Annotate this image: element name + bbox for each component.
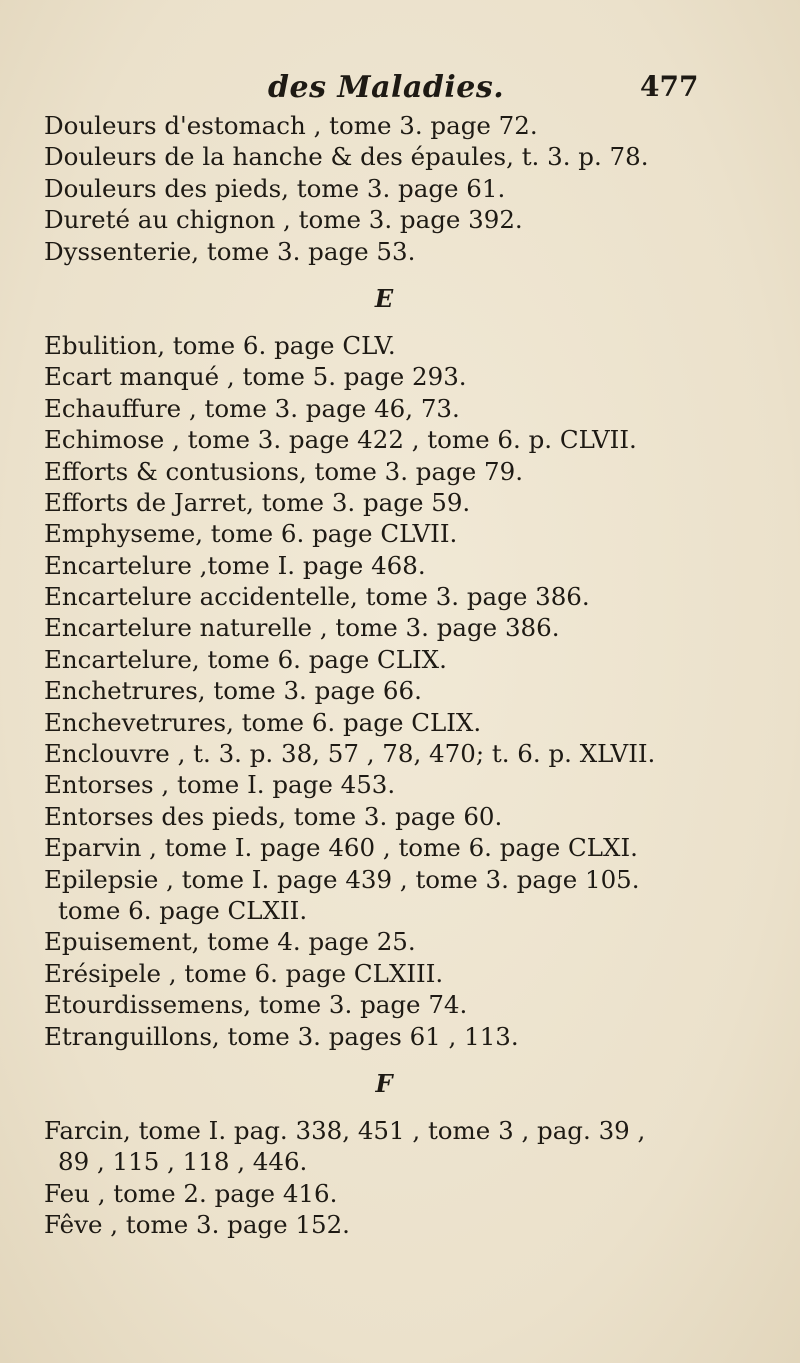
index-entry: Echauffure , tome 3. page 46, 73. [44, 393, 460, 423]
index-entry: Encartelure, tome 6. page CLIX. [44, 644, 447, 674]
index-entry: Encartelure accidentelle, tome 3. page 386. [44, 582, 590, 612]
section-letter: F [375, 1068, 393, 1098]
index-entry: Enchevetrures, tome 6. page CLIX. [44, 707, 482, 737]
index-entry: Dyssenterie, tome 3. page 53. [44, 236, 416, 266]
index-entry: Entorses des pieds, tome 3. page 60. [44, 801, 503, 831]
index-entry-continuation: 89 , 115 , 118 , 446. [58, 1147, 308, 1177]
index-section [44, 110, 784, 267]
index-entry: Etranguillons, tome 3. pages 61 , 113. [44, 1021, 519, 1051]
index-section [44, 1052, 784, 1241]
index-entry: Feu , tome 2. page 416. [44, 1178, 338, 1208]
index-entry: Erésipele , tome 6. page CLXIII. [44, 958, 444, 988]
index-entry: Dureté au chignon , tome 3. page 392. [44, 205, 523, 235]
index-entry: Enclouvre , t. 3. p. 38, 57 , 78, 470; t. 6. p. XLVII. [44, 739, 656, 769]
index-entry: Epuisement, tome 4. page 25. [44, 927, 416, 957]
index-entry: Efforts de Jarret, tome 3. page 59. [44, 487, 471, 517]
index-entry: Douleurs de la hanche & des épaules, t. 3. p. 78. [44, 142, 649, 172]
index-entries [44, 110, 784, 1241]
index-entry-continuation: tome 6. page CLXII. [58, 895, 308, 925]
index-entry: Entorses , tome I. page 453. [44, 770, 396, 800]
index-entry: Emphyseme, tome 6. page CLVII. [44, 519, 458, 549]
index-section [44, 267, 784, 1052]
index-entry: Douleurs d'estomach , tome 3. page 72. [44, 111, 538, 140]
index-entry: Ebulition, tome 6. page CLV. [44, 330, 396, 360]
index-entry: Douleurs des pieds, tome 3. page 61. [44, 173, 506, 203]
index-entry: Etourdissemens, tome 3. page 74. [44, 990, 468, 1020]
index-entry: Encartelure naturelle , tome 3. page 386. [44, 613, 560, 643]
page-header [0, 70, 800, 114]
index-entry: Fêve , tome 3. page 152. [44, 1210, 350, 1240]
page-number: 477 [640, 70, 699, 103]
index-entry: Efforts & contusions, tome 3. page 79. [44, 456, 524, 486]
index-entry: Farcin, tome I. pag. 338, 451 , tome 3 , pag. 39 , [44, 1115, 646, 1145]
index-entry: Eparvin , tome I. page 460 , tome 6. page CLXI. [44, 833, 638, 863]
index-entry: Encartelure ,tome I. page 468. [44, 550, 426, 580]
running-title: des Maladies. [268, 70, 505, 105]
section-letter: E [374, 283, 394, 313]
index-entry: Enchetrures, tome 3. page 66. [44, 676, 422, 706]
index-entry: Echimose , tome 3. page 422 , tome 6. p. CLVII. [44, 425, 637, 455]
index-entry: Epilepsie , tome I. page 439 , tome 3. page 105. [44, 864, 640, 894]
index-entry: Ecart manqué , tome 5. page 293. [44, 362, 467, 392]
